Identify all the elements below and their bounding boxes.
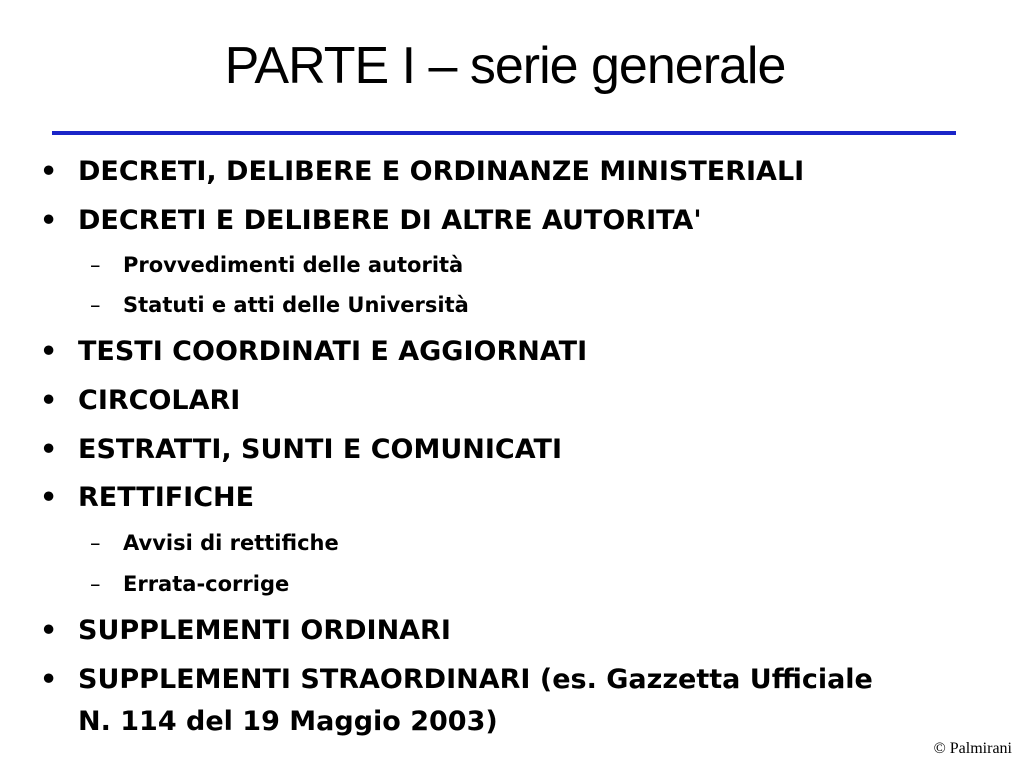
list-item: [40, 659, 878, 743]
list-subitem: [90, 564, 289, 604]
item-text: SUPPLEMENTI ORDINARI: [78, 615, 451, 646]
list-item: [40, 429, 562, 471]
item-text: ESTRATTI, SUNTI E COMUNICATI: [78, 434, 563, 465]
list-subitem: [90, 245, 463, 285]
dash-marker: –: [90, 531, 101, 555]
item-text: TESTI COORDINATI E AGGIORNATI: [78, 336, 588, 367]
item-text: DECRETI, DELIBERE E ORDINANZE MINISTERIALI: [78, 156, 805, 187]
bullet-marker: •: [40, 664, 58, 695]
slide-title: PARTE I – serie generale: [224, 37, 786, 95]
item-text: RETTIFICHE: [78, 482, 255, 513]
list-item: [40, 151, 804, 193]
bullet-marker: •: [40, 205, 58, 236]
bullet-marker: •: [40, 336, 58, 367]
list-subitem: [90, 523, 339, 563]
dash-marker: –: [90, 293, 101, 317]
copyright-footer: © Palmirani: [933, 740, 1012, 757]
bullet-marker: •: [40, 434, 58, 465]
dash-marker: –: [90, 572, 101, 596]
bullet-marker: •: [40, 156, 58, 187]
item-text: DECRETI E DELIBERE DI ALTRE AUTORITA': [78, 205, 702, 236]
list-item: [40, 610, 451, 652]
list-item: [40, 380, 240, 422]
bullet-marker: •: [40, 482, 58, 513]
subitem-text: Errata-corrige: [123, 572, 290, 596]
list-item: [40, 200, 702, 242]
list-subitem: [90, 285, 469, 325]
bullet-marker: •: [40, 385, 58, 416]
subitem-text: Provvedimenti delle autorità: [123, 253, 464, 277]
item-text: CIRCOLARI: [78, 385, 241, 416]
item-text: SUPPLEMENTI STRAORDINARI (es. Gazzetta Ufficiale N. 114 del 19 Maggio 2003): [78, 664, 873, 737]
dash-marker: –: [90, 253, 101, 277]
subitem-text: Statuti e atti delle Università: [123, 293, 469, 317]
bullet-marker: •: [40, 615, 58, 646]
list-item: [40, 477, 254, 519]
subitem-text: Avvisi di rettifiche: [123, 531, 339, 555]
list-item: [40, 331, 587, 373]
